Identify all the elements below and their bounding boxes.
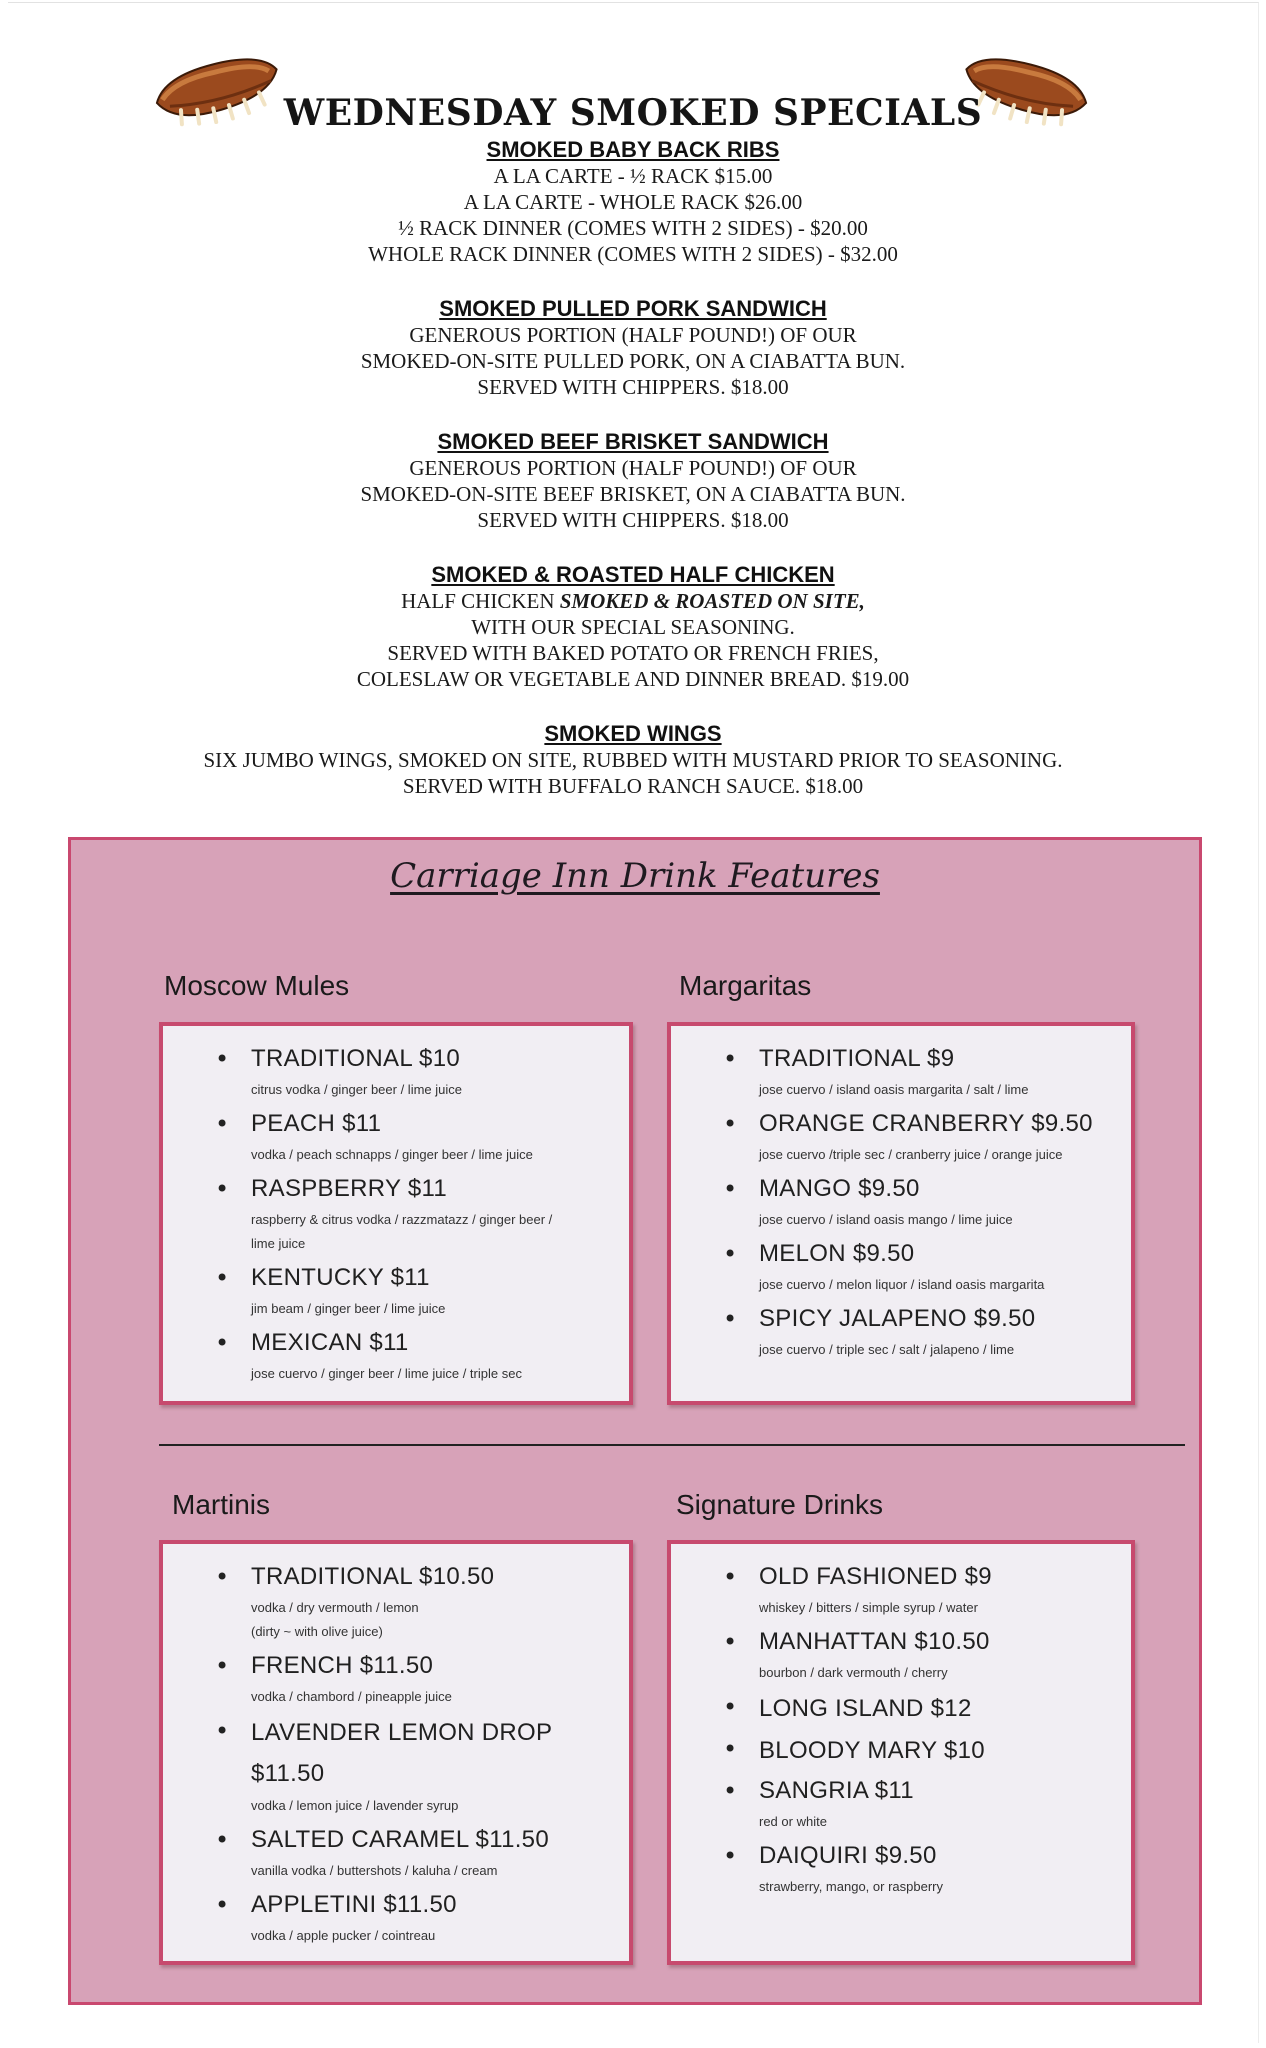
special-heading: SMOKED & ROASTED HALF CHICKEN xyxy=(431,562,835,587)
martinis-box xyxy=(159,1540,633,1965)
drink-features-title: Carriage Inn Drink Features xyxy=(390,856,880,896)
special-half-chicken xyxy=(0,561,1266,692)
special-heading: SMOKED PULLED PORK SANDWICH xyxy=(439,296,827,321)
category-title-signature-drinks: Signature Drinks xyxy=(676,1489,883,1520)
special-line: WHOLE RACK DINNER (COMES WITH 2 SIDES) - $32.00 xyxy=(368,242,898,266)
special-line: SMOKED-ON-SITE BEEF BRISKET, ON A CIABATTA BUN. xyxy=(360,482,906,506)
drink-item: • LAVENDER LEMON DROP $11.50 vodka / lemon juice / lavender syrup xyxy=(203,1712,617,1818)
special-line: A LA CARTE - ½ RACK $15.00 xyxy=(493,164,773,188)
special-line: SERVED WITH CHIPPERS. $18.00 xyxy=(477,375,789,399)
special-wings xyxy=(0,720,1266,799)
drink-item: • RASPBERRY $11 raspberry & citrus vodka / razzmatazz / ginger beer / lime juice xyxy=(203,1170,617,1256)
category-title-margaritas: Margaritas xyxy=(679,970,812,1001)
special-line: COLESLAW OR VEGETABLE AND DINNER BREAD. $19.00 xyxy=(356,667,910,691)
drink-item: • TRADITIONAL $10.50 vodka / dry vermouth / lemon (dirty ~ with olive juice) xyxy=(203,1558,617,1644)
section-divider xyxy=(159,1444,1185,1446)
special-line: A LA CARTE - WHOLE RACK $26.00 xyxy=(463,190,803,214)
page-title: WEDNESDAY SMOKED SPECIALS xyxy=(283,92,983,134)
margaritas-box xyxy=(667,1022,1135,1405)
drink-item: • TRADITIONAL $10 citrus vodka / ginger beer / lime juice xyxy=(203,1040,617,1102)
special-brisket xyxy=(0,428,1266,533)
special-heading: SMOKED BABY BACK RIBS xyxy=(486,137,780,162)
special-line: SERVED WITH BUFFALO RANCH SAUCE. $18.00 xyxy=(402,774,864,798)
drink-item: • SALTED CARAMEL $11.50 vanilla vodka / buttershots / kaluha / cream xyxy=(203,1821,617,1883)
drink-item: • MANGO $9.50 jose cuervo / island oasis mango / lime juice xyxy=(711,1170,1119,1232)
special-line: GENEROUS PORTION (HALF POUND!) OF OUR xyxy=(409,456,857,480)
drink-item: • OLD FASHIONED $9 whiskey / bitters / simple syrup / water xyxy=(711,1558,1119,1620)
special-line-prefix: HALF CHICKEN xyxy=(401,589,560,613)
special-line: SIX JUMBO WINGS, SMOKED ON SITE, RUBBED WITH MUSTARD PRIOR TO SEASONING. xyxy=(203,748,1063,772)
drink-item: • KENTUCKY $11 jim beam / ginger beer / lime juice xyxy=(203,1259,617,1321)
moscow-mules-box xyxy=(159,1022,633,1405)
special-line: GENEROUS PORTION (HALF POUND!) OF OUR xyxy=(409,323,857,347)
drink-item: • LONG ISLAND $12 xyxy=(711,1688,1119,1730)
drink-item: • ORANGE CRANBERRY $9.50 jose cuervo /triple sec / cranberry juice / orange juice xyxy=(711,1105,1119,1167)
special-line: SERVED WITH BAKED POTATO OR FRENCH FRIES, xyxy=(387,641,879,665)
drink-item: • FRENCH $11.50 vodka / chambord / pineapple juice xyxy=(203,1647,617,1709)
special-heading: SMOKED BEEF BRISKET SANDWICH xyxy=(437,429,829,454)
signature-drinks-box xyxy=(667,1540,1135,1965)
drink-item: • DAIQUIRI $9.50 strawberry, mango, or raspberry xyxy=(711,1837,1119,1899)
special-line: SMOKED-ON-SITE PULLED PORK, ON A CIABATTA BUN. xyxy=(360,349,906,373)
specials-list xyxy=(0,136,1266,827)
drink-item: • MANHATTAN $10.50 bourbon / dark vermouth / cherry xyxy=(711,1623,1119,1685)
special-heading: SMOKED WINGS xyxy=(544,721,722,746)
drink-features-panel xyxy=(68,837,1202,2005)
special-line: WITH OUR SPECIAL SEASONING. xyxy=(471,615,795,639)
category-title-moscow-mules: Moscow Mules xyxy=(164,970,350,1001)
drink-item: • SANGRIA $11 red or white xyxy=(711,1772,1119,1834)
drink-item: • MELON $9.50 jose cuervo / melon liquor / island oasis margarita xyxy=(711,1235,1119,1297)
drink-item: • SPICY JALAPENO $9.50 jose cuervo / triple sec / salt / jalapeno / lime xyxy=(711,1300,1119,1362)
category-title-martinis: Martinis xyxy=(172,1489,271,1520)
special-line-emphasis: SMOKED & ROASTED ON SITE, xyxy=(559,589,865,613)
special-line: ½ RACK DINNER (COMES WITH 2 SIDES) - $20.00 xyxy=(398,216,868,240)
drink-item: • MEXICAN $11 jose cuervo / ginger beer / lime juice / triple sec xyxy=(203,1324,617,1386)
special-line: SERVED WITH CHIPPERS. $18.00 xyxy=(477,508,789,532)
drink-item: • BLOODY MARY $10 xyxy=(711,1730,1119,1772)
drink-item: • PEACH $11 vodka / peach schnapps / ginger beer / lime juice xyxy=(203,1105,617,1167)
drink-item: • TRADITIONAL $9 jose cuervo / island oasis margarita / salt / lime xyxy=(711,1040,1119,1102)
special-pulled-pork xyxy=(0,295,1266,400)
drink-item: • APPLETINI $11.50 vodka / apple pucker / cointreau xyxy=(203,1886,617,1948)
special-ribs xyxy=(0,136,1266,267)
special-line xyxy=(0,588,1266,614)
